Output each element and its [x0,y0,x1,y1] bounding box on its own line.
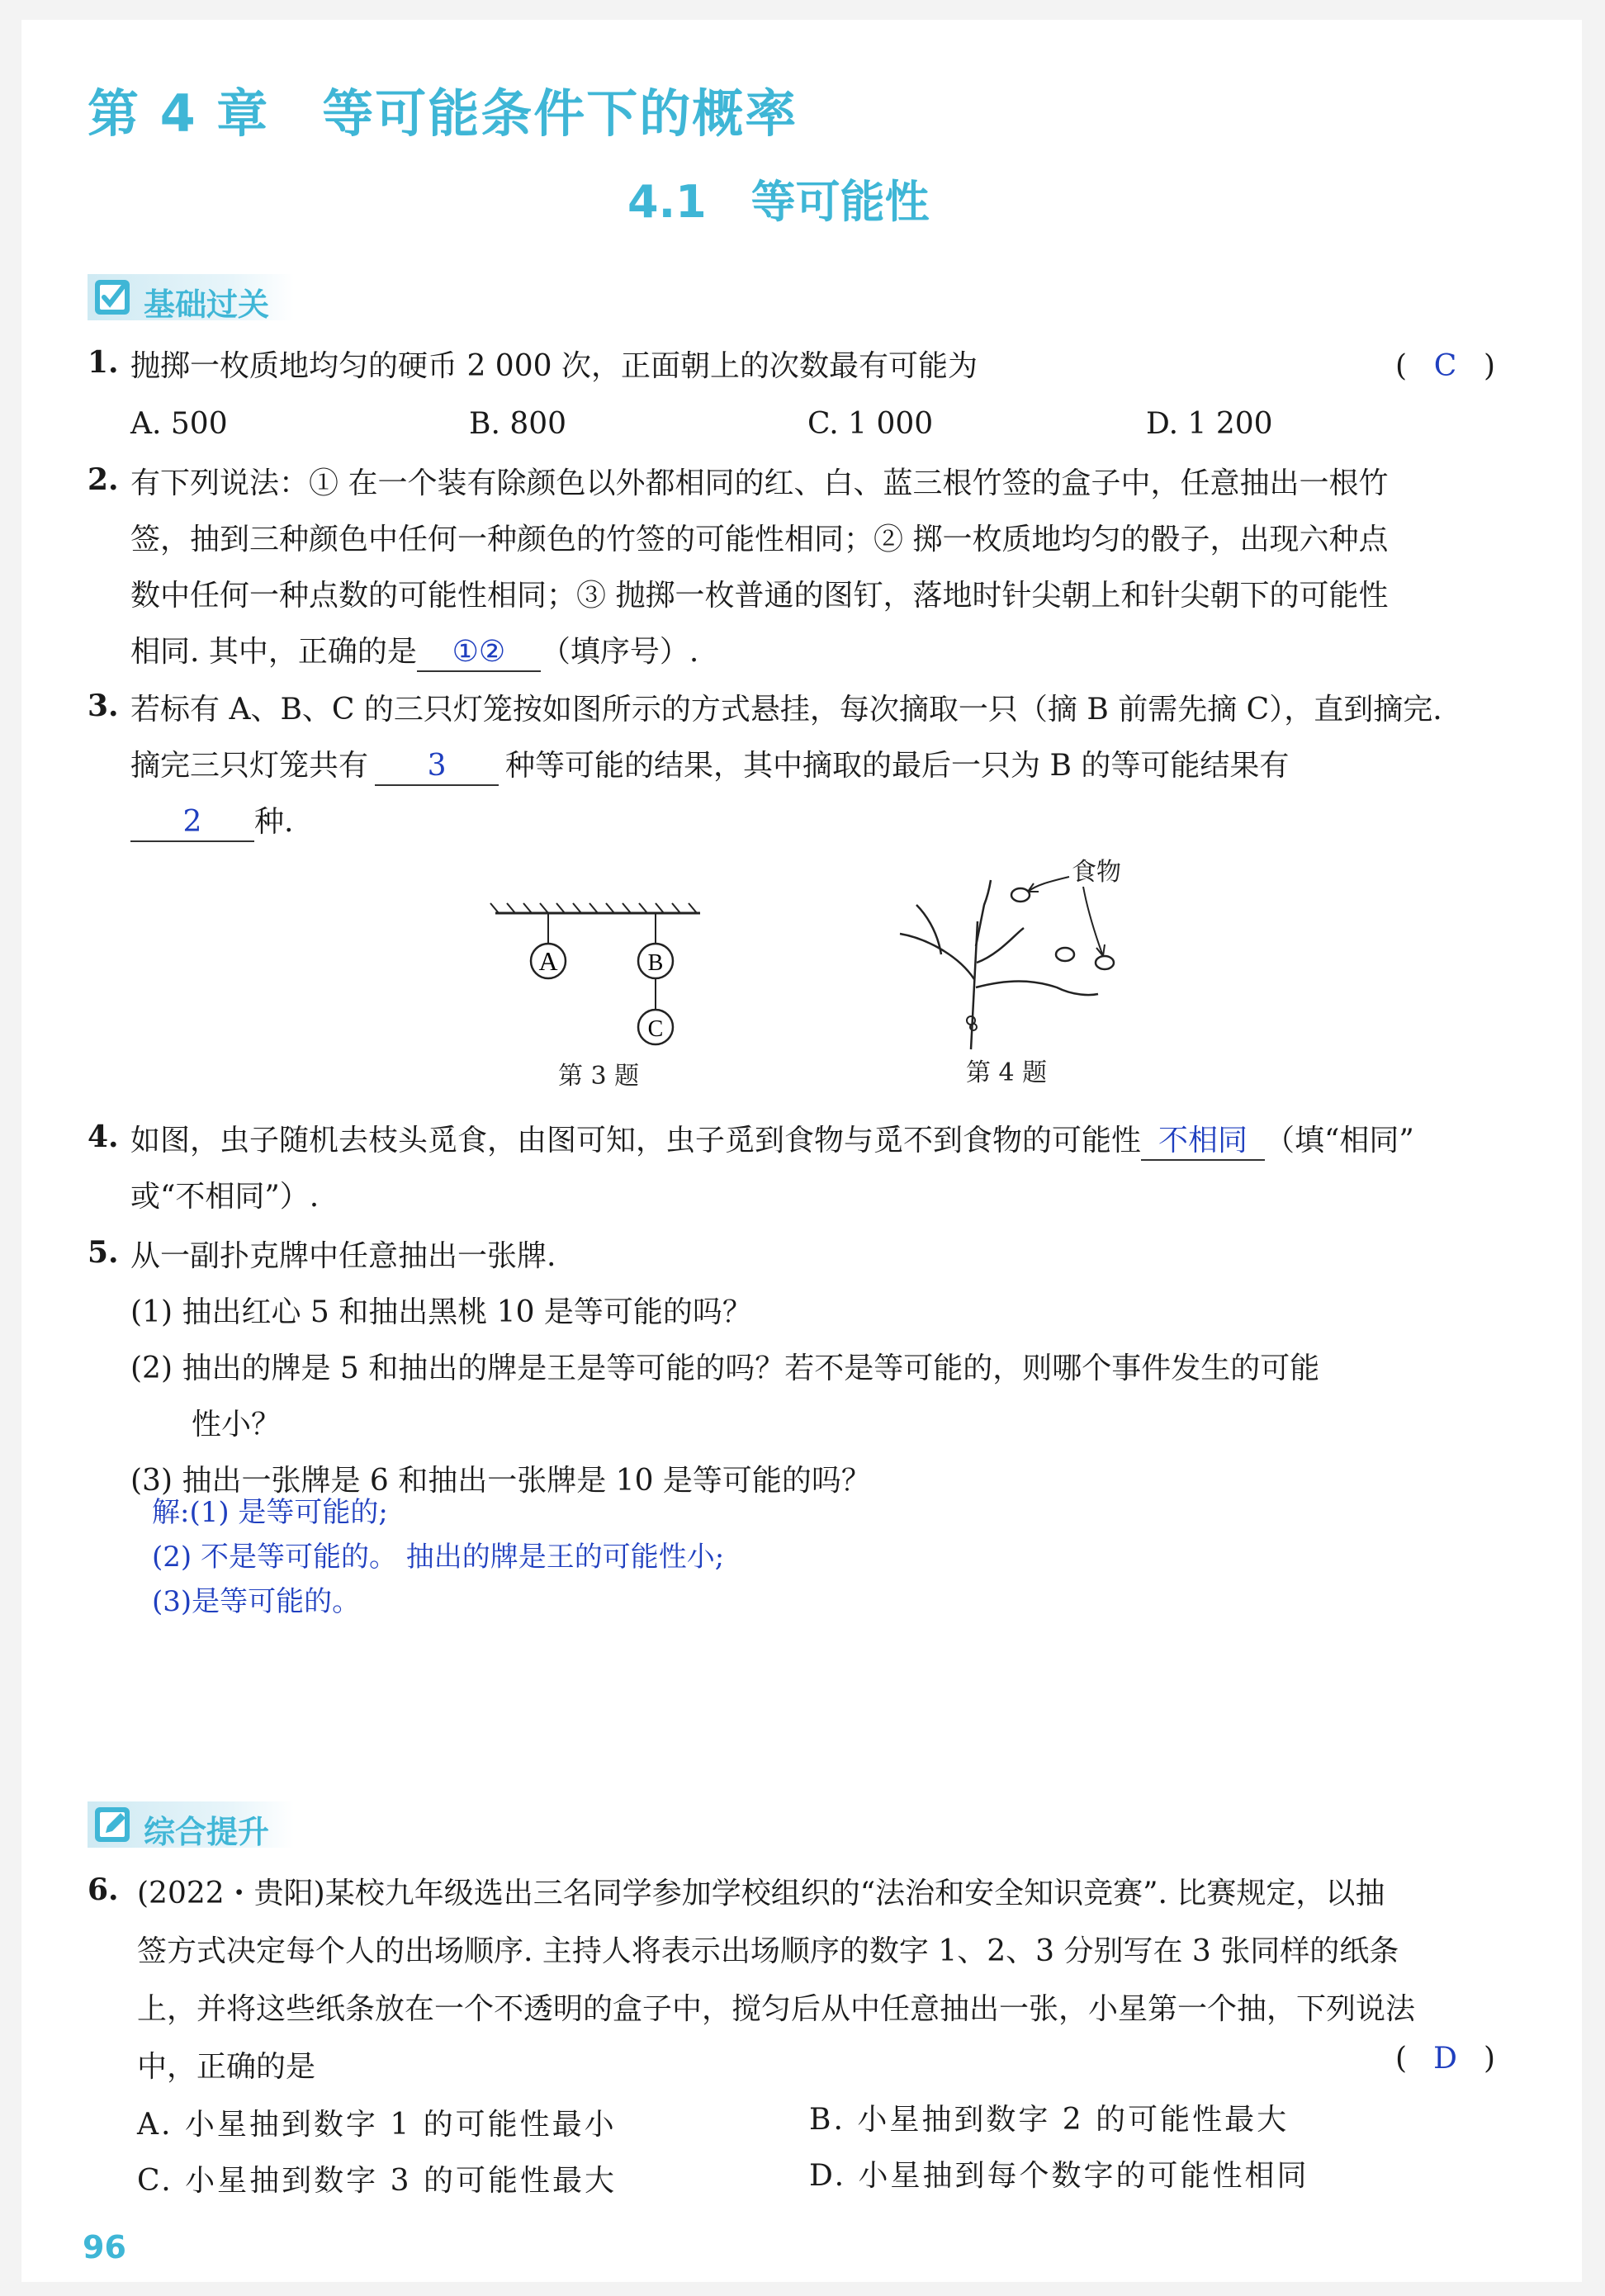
question-3-line-3 [130,794,293,850]
question-5-sub-3: (3) 抽出一张牌是 6 和抽出一张牌是 10 是等可能的吗？ [130,1464,871,1498]
lantern-c-label: C [647,1016,664,1042]
question-1-text: 抛掷一枚质地均匀的硬币 2 000 次，正面朝上的次数最有可能为 [130,349,978,383]
paren-open: ( [1395,2042,1408,2076]
figure-3-caption: 第 3 题 [558,1062,640,1091]
food-3 [1096,956,1114,969]
question-3-text-end: 种. [254,805,294,839]
section-header-basic [88,274,294,323]
question-number-4: 4. [88,1120,119,1154]
page-number: 96 [83,2229,126,2265]
question-1-answer: C [1433,349,1457,383]
question-3-text-cont: 种等可能的结果，其中摘取的最后一只为 B 的等可能结果有 [505,749,1290,783]
question-5-sub-2-line-2: 性小？ [192,1408,282,1442]
pencil-box-icon [92,1805,132,1844]
section-header-advanced [88,1801,294,1848]
figure-3-lanterns [487,892,710,1057]
question-4-line-2: 或“不相同”）. [130,1180,320,1214]
section-title: 4.1 等可能性 [627,176,930,228]
question-1-option-c: C. 1 000 [807,407,934,441]
question-5-stem: 从一副扑克牌中任意抽出一张牌. [130,1239,556,1273]
question-4-text: 如图，虫子随机去枝头觅食，由图可知，虫子觅到食物与觅不到食物的可能性 [130,1124,1142,1157]
question-2-text: 相同. 其中，正确的是 [130,635,417,669]
question-2-line-4 [130,624,698,680]
question-3-answer-blank-2: 2 [130,804,254,842]
question-3-text: 摘完三只灯笼共有 [130,749,369,783]
checkbox-icon [92,277,132,317]
question-1-option-d: D. 1 200 [1146,407,1273,441]
food-2 [1056,948,1074,961]
paren-close: ) [1483,349,1495,383]
question-6-line-3: 上，并将这些纸条放在一个不透明的盒子中，搅匀后从中任意抽出一张，小星第一个抽，下列说法 [137,1992,1416,2026]
question-6-option-b: B. 小星抽到数字 2 的可能性最大 [809,2103,1290,2137]
question-4-answer-blank: 不相同 [1141,1123,1265,1161]
food-label: 食物 [1072,858,1121,887]
question-number-6: 6. [88,1872,119,1907]
question-2-text-end: （填序号）. [540,635,699,669]
question-number-1: 1. [88,345,119,380]
chapter-title: 第 4 章 等可能条件下的概率 [88,83,798,144]
question-5-solution-line-1: 解:(1) 是等可能的; [152,1496,388,1529]
question-6-line-1: (2022・贵阳)某校九年级选出三名同学参加学校组织的“法治和安全知识竞赛”. 比赛规定，以抽 [137,1877,1385,1910]
question-5-solution-line-2: (2) 不是等可能的。 抽出的牌是王的可能性小; [152,1541,725,1574]
question-3-line-1: 若标有 A、B、C 的三只灯笼按如图所示的方式悬挂，每次摘取一只（摘 B 前需先摘 C），直到摘完. [130,693,1442,727]
question-1-answer-paren [1395,338,1495,395]
section-label-basic: 基础过关 [144,286,270,323]
question-number-3: 3. [88,689,119,723]
question-6-answer-paren [1395,2031,1495,2087]
question-2-answer-blank: ①② [417,634,541,672]
paren-open: ( [1395,349,1408,383]
lantern-a-label: A [538,946,558,976]
section-label-advanced: 综合提升 [144,1814,270,1850]
question-number-5: 5. [88,1235,119,1270]
question-5-sub-1: (1) 抽出红心 5 和抽出黑桃 10 是等可能的吗？ [130,1295,752,1329]
question-4-text-end: （填“相同” [1265,1124,1414,1157]
question-2-line-1: 有下列说法：① 在一个装有除颜色以外都相同的红、白、蓝三根竹签的盒子中，任意抽出一根竹 [130,466,1389,500]
question-1-option-b: B. 800 [469,407,567,441]
question-6-answer: D [1433,2042,1457,2076]
food-1 [1011,888,1030,902]
figure-4-tree [892,855,1148,1053]
question-6-line-4: 中，正确的是 [137,2050,316,2084]
question-6-line-2: 签方式决定每个人的出场顺序. 主持人将表示出场顺序的数字 1、2、3 分别写在 3 张同样的纸条 [137,1934,1399,1968]
paren-close: ) [1483,2042,1495,2076]
question-5-solution-line-3: (3)是等可能的。 [152,1585,361,1618]
question-4-line-1 [130,1113,1414,1169]
question-2-line-3: 数中任何一种点数的可能性相同；③ 抛掷一枚普通的图钉，落地时针尖朝上和针尖朝下的可能性 [130,579,1389,613]
figure-4-caption: 第 4 题 [966,1058,1048,1087]
question-2-line-2: 签，抽到三种颜色中任何一种颜色的竹签的可能性相同；② 掷一枚质地均匀的骰子，出现六种点 [130,523,1389,556]
question-6-option-d: D. 小星抽到每个数字的可能性相同 [809,2159,1309,2193]
question-5-sub-2-line-1: (2) 抽出的牌是 5 和抽出的牌是王是等可能的吗？若不是等可能的，则哪个事件发生的可能 [130,1352,1320,1385]
lantern-b-label: B [647,950,664,976]
question-6-option-a: A. 小星抽到数字 1 的可能性最小 [137,2108,617,2142]
question-3-answer-blank-1: 3 [375,748,499,786]
question-6-option-c: C. 小星抽到数字 3 的可能性最大 [137,2164,617,2198]
question-3-line-2 [130,738,1289,794]
question-number-2: 2. [88,462,119,497]
question-1-option-a: A. 500 [130,407,228,441]
